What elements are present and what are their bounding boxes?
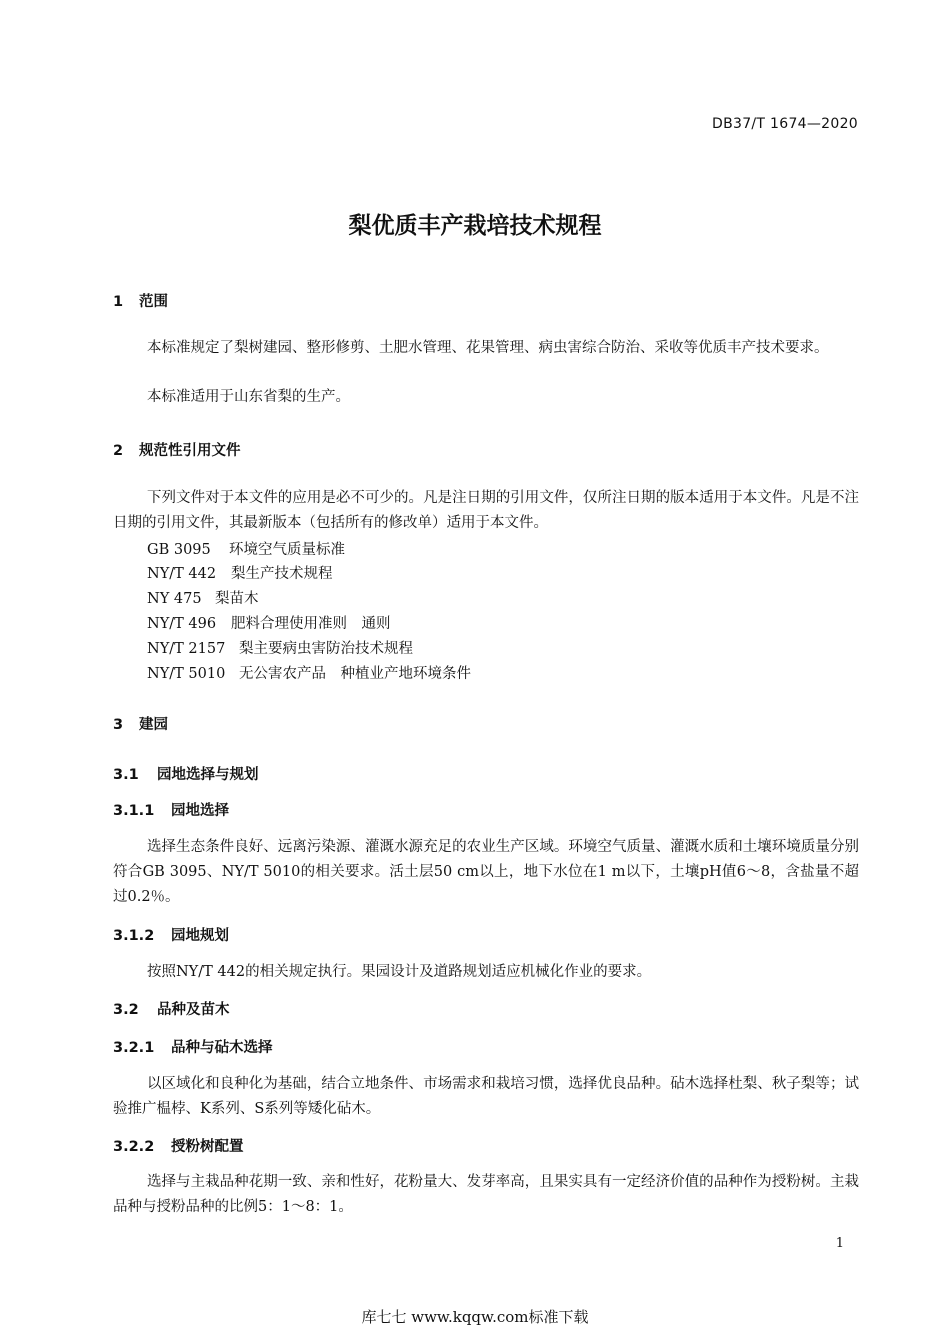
section-title: 范围: [139, 294, 168, 310]
section-title: 品种及苗木: [157, 1002, 230, 1018]
reference-code: NY 475: [147, 591, 202, 607]
reference-code: NY/T 442: [147, 566, 217, 582]
section-number: 1: [113, 294, 124, 310]
section-title: 园地选择与规划: [157, 767, 259, 783]
reference-code: NY/T 496: [147, 616, 217, 632]
section-number: 3.1.2: [113, 928, 155, 944]
reference-item: [147, 538, 345, 559]
reference-item: [147, 587, 259, 608]
paragraph: 选择生态条件良好、远离污染源、灌溉水源充足的农业生产区域。环境空气质量、灌溉水质和土壤环境质量分别符合GB 3095、NY/T 5010的相关要求。活土层50 cm以上，地下水位在1 m以下，土壤pH值6～8，含盐量不超过0.2％。: [113, 839, 859, 905]
section-3-2-heading: [113, 998, 230, 1019]
document-code: DB37/T 1674—2020: [712, 116, 858, 132]
section-3-1-heading: [113, 763, 259, 784]
paragraph: 本标准规定了梨树建园、整形修剪、土肥水管理、花果管理、病虫害综合防治、采收等优质丰产技术要求。: [147, 340, 829, 356]
section-number: 3.2: [113, 1002, 139, 1018]
paragraph: 按照NY/T 442的相关规定执行。果园设计及道路规划适应机械化作业的要求。: [147, 964, 652, 980]
section-number: 3.1.1: [113, 803, 155, 819]
document-title: 梨优质丰产栽培技术规程: [348, 213, 602, 239]
paragraph: 以区域化和良种化为基础，结合立地条件、市场需求和栽培习惯，选择优良品种。砧木选择杜梨、秋子梨等；试验推广榅桲、K系列、S系列等矮化砧木。: [113, 1076, 859, 1117]
reference-name: 梨苗木: [215, 591, 259, 607]
page-number: 1: [835, 1236, 844, 1251]
reference-item: [147, 562, 333, 583]
reference-name: 梨主要病虫害防治技术规程: [239, 641, 413, 657]
footer-watermark: 库七七 www.kqqw.com标准下载: [361, 1308, 589, 1326]
section-3-2-1-heading: [113, 1036, 273, 1057]
section-3-heading: [113, 713, 168, 734]
section-title: 建园: [139, 717, 168, 733]
section-title: 授粉树配置: [171, 1139, 244, 1155]
reference-item: [147, 637, 413, 658]
section-number: 3.2.1: [113, 1040, 155, 1056]
section-2-heading: [113, 439, 241, 460]
reference-name: 无公害农产品 种植业产地环境条件: [239, 666, 471, 682]
reference-code: GB 3095: [147, 542, 211, 558]
section-title: 规范性引用文件: [139, 443, 241, 459]
section-1-heading: [113, 290, 168, 311]
paragraph: 选择与主栽品种花期一致、亲和性好，花粉量大、发芽率高，且果实具有一定经济价值的品种作为授粉树。主栽品种与授粉品种的比例5：1～8：1。: [113, 1174, 859, 1215]
reference-code: NY/T 2157: [147, 641, 226, 657]
section-title: 品种与砧木选择: [171, 1040, 273, 1056]
section-title: 园地选择: [171, 803, 229, 819]
reference-code: NY/T 5010: [147, 666, 226, 682]
section-number: 2: [113, 443, 124, 459]
reference-name: 肥料合理使用准则 通则: [231, 616, 391, 632]
section-number: 3.2.2: [113, 1139, 155, 1155]
reference-name: 环境空气质量标准: [229, 542, 345, 558]
section-3-1-2-heading: [113, 924, 229, 945]
section-number: 3: [113, 717, 124, 733]
paragraph: 下列文件对于本文件的应用是必不可少的。凡是注日期的引用文件，仅所注日期的版本适用于本文件。凡是不注日期的引用文件，其最新版本（包括所有的修改单）适用于本文件。: [113, 490, 859, 531]
reference-name: 梨生产技术规程: [231, 566, 333, 582]
section-title: 园地规划: [171, 928, 229, 944]
section-number: 3.1: [113, 767, 139, 783]
reference-item: [147, 612, 391, 633]
section-3-2-2-heading: [113, 1135, 244, 1156]
reference-item: [147, 662, 471, 683]
section-3-1-1-heading: [113, 799, 229, 820]
paragraph: 本标准适用于山东省梨的生产。: [147, 389, 350, 405]
